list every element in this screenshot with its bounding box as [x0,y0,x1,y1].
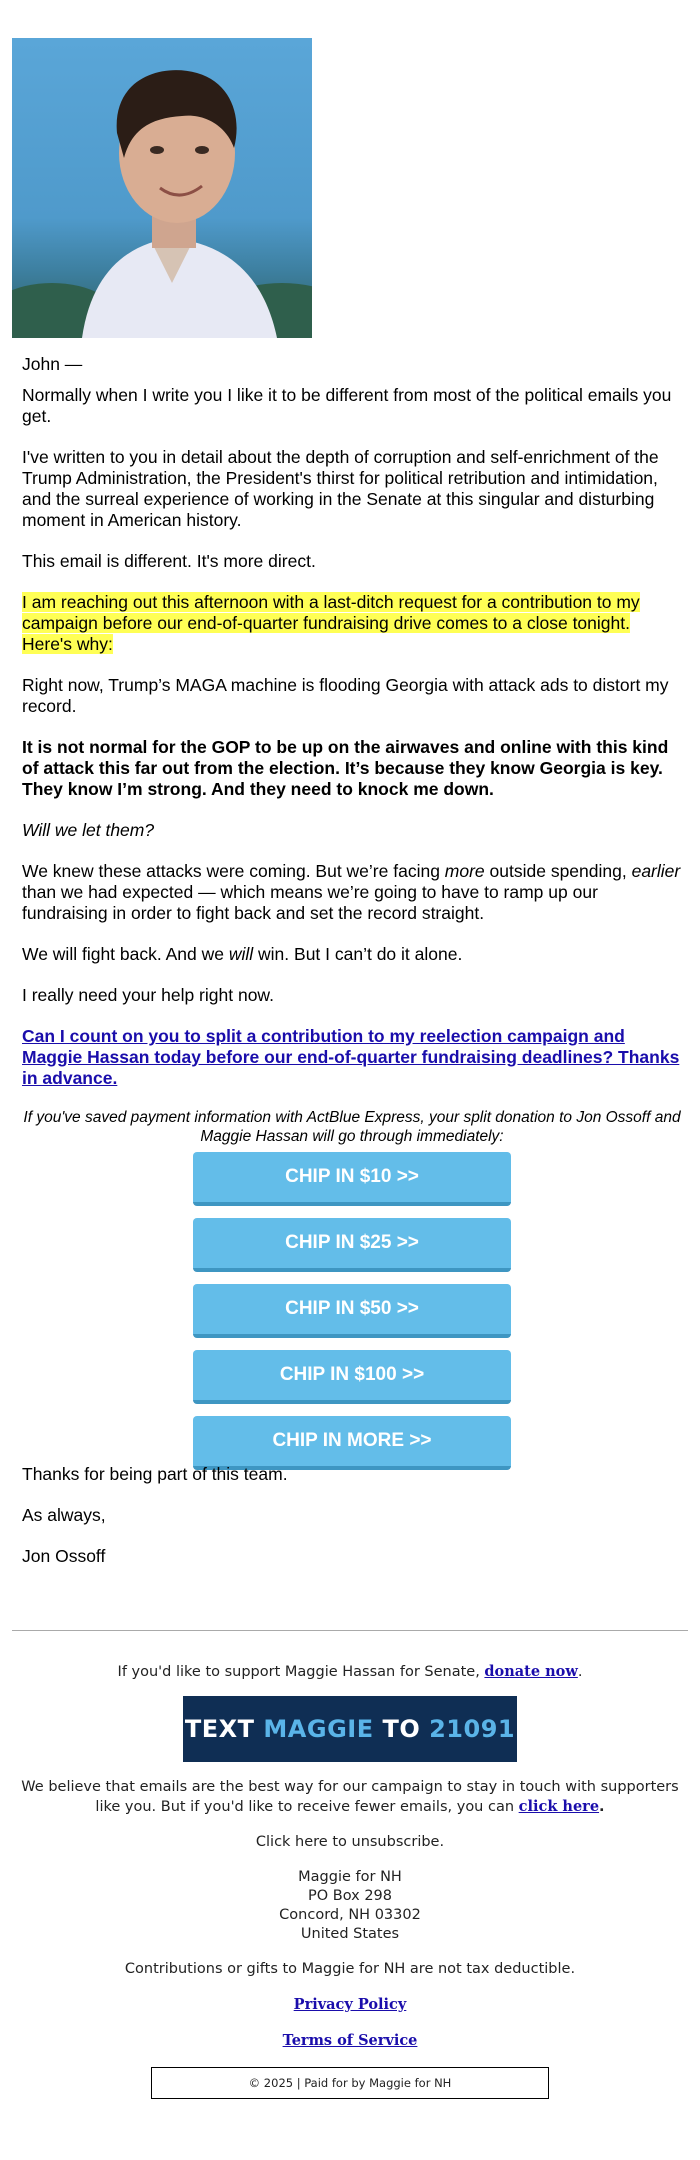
tax-note: Contributions or gifts to Maggie for NH are not tax deductible. [124,1961,576,1977]
address-line-3: Concord, NH 03302 [279,1907,421,1923]
ask-paragraph [22,1026,682,1089]
footer [12,1662,688,2099]
greeting: John — [22,354,83,374]
terms-of-service-link[interactable]: Terms of Service [282,2032,418,2049]
p8-italic-earlier: earlier [631,861,681,881]
banner-text-word: TEXT [184,1715,255,1743]
paragraph-7 [22,820,682,841]
fewer-emails-link[interactable]: click here [518,1798,600,1815]
paragraph-1: Normally when I write you I like it to be different from most of the political emails you get. [22,385,672,426]
banner-name: MAGGIE [263,1715,374,1743]
footer-divider [12,1630,688,1631]
terms-paragraph [12,2031,688,2051]
highlighted-request: I am reaching out this afternoon with a last-ditch request for a contribution to my campaign before our end-of-quarter fundraising drive comes to a close tonight. Here's why: [22,592,640,654]
chip-in-10-button[interactable]: CHIP IN $10 >> [193,1152,511,1206]
address-line-4: United States [300,1926,400,1942]
emails-suffix: . [599,1799,605,1815]
support-suffix: . [577,1664,583,1680]
address-line-2: PO Box 298 [307,1888,392,1904]
paid-for-disclaimer: © 2025 | Paid for by Maggie for NH [151,2067,549,2099]
privacy-policy-link[interactable]: Privacy Policy [293,1996,407,2013]
actblue-express-note: If you've saved payment information with ActBlue Express, your split donation to Jon Ossoff and Maggie Hassan will go through immediately: [23,1109,681,1145]
paragraph-10: I really need your help right now. [22,985,274,1005]
paragraph-3: This email is different. It's more direct. [22,551,316,571]
paragraph-6 [22,737,682,800]
chip-in-50-button[interactable]: CHIP IN $50 >> [193,1284,511,1338]
thanks-line: Thanks for being part of this team. [22,1464,288,1484]
chip-in-more-button[interactable]: CHIP IN MORE >> [193,1416,511,1470]
p9-text-a: We will fight back. And we [22,944,229,964]
p9-text-c: win. But I can’t do it alone. [253,944,463,964]
mailing-address [12,1868,688,1944]
fewer-emails-line [12,1778,688,1817]
closing [22,1464,682,1587]
text-maggie-banner[interactable] [183,1696,517,1762]
bold-statement: It is not normal for the GOP to be up on the airwaves and online with this kind of attack this far out from the election. It’s because they know Georgia is key. They know I’m strong. And they need to knock me down. [22,737,669,799]
chip-in-buttons [193,1152,511,1482]
chip-in-100-button[interactable]: CHIP IN $100 >> [193,1350,511,1404]
email-body [22,354,682,1109]
paragraph-9 [22,944,682,965]
as-always-line: As always, [22,1505,106,1525]
p8-text-a: We knew these attacks were coming. But we’re facing [22,861,445,881]
italic-question: Will we let them? [22,820,155,840]
p8-italic-more: more [444,861,485,881]
paragraph-5: Right now, Trump’s MAGA machine is flooding Georgia with attack ads to distort my record. [22,675,669,716]
paragraph-2: I've written to you in detail about the depth of corruption and self-enrichment of the Trump Administration, the President's thirst for political retribution and intimidation, and the surreal experience of working in the Senate at this singular and disturbing moment in American history. [22,447,659,530]
banner-to-word: TO [382,1715,421,1743]
portrait-illustration [12,38,312,338]
unsubscribe-link[interactable]: Click here to unsubscribe. [255,1834,445,1850]
candidate-photo [12,38,312,338]
paragraph-8 [22,861,682,924]
donate-now-link[interactable]: donate now [484,1663,578,1680]
support-line [12,1662,688,1682]
p8-text-e: than we had expected — which means we’re going to have to ramp up our fundraising in order to fight back and set the record straight. [22,882,598,923]
emails-prefix: We believe that emails are the best way for our campaign to stay in touch with supporters like you. But if you'd like to receive fewer emails, you can [21,1779,679,1815]
signature: Jon Ossoff [22,1546,106,1566]
p9-italic-will: will [228,944,254,964]
p8-text-c: outside spending, [484,861,632,881]
support-prefix: If you'd like to support Maggie Hassan for Senate, [117,1664,485,1680]
privacy-paragraph [12,1995,688,2015]
address-line-1: Maggie for NH [298,1869,402,1885]
contribution-ask-link[interactable]: Can I count on you to split a contribution to my reelection campaign and Maggie Hassan today before our end-of-quarter fundraising deadlines? Thanks in advance. [22,1026,680,1088]
chip-in-25-button[interactable]: CHIP IN $25 >> [193,1218,511,1272]
paragraph-4 [22,592,682,655]
banner-number: 21091 [429,1715,516,1743]
